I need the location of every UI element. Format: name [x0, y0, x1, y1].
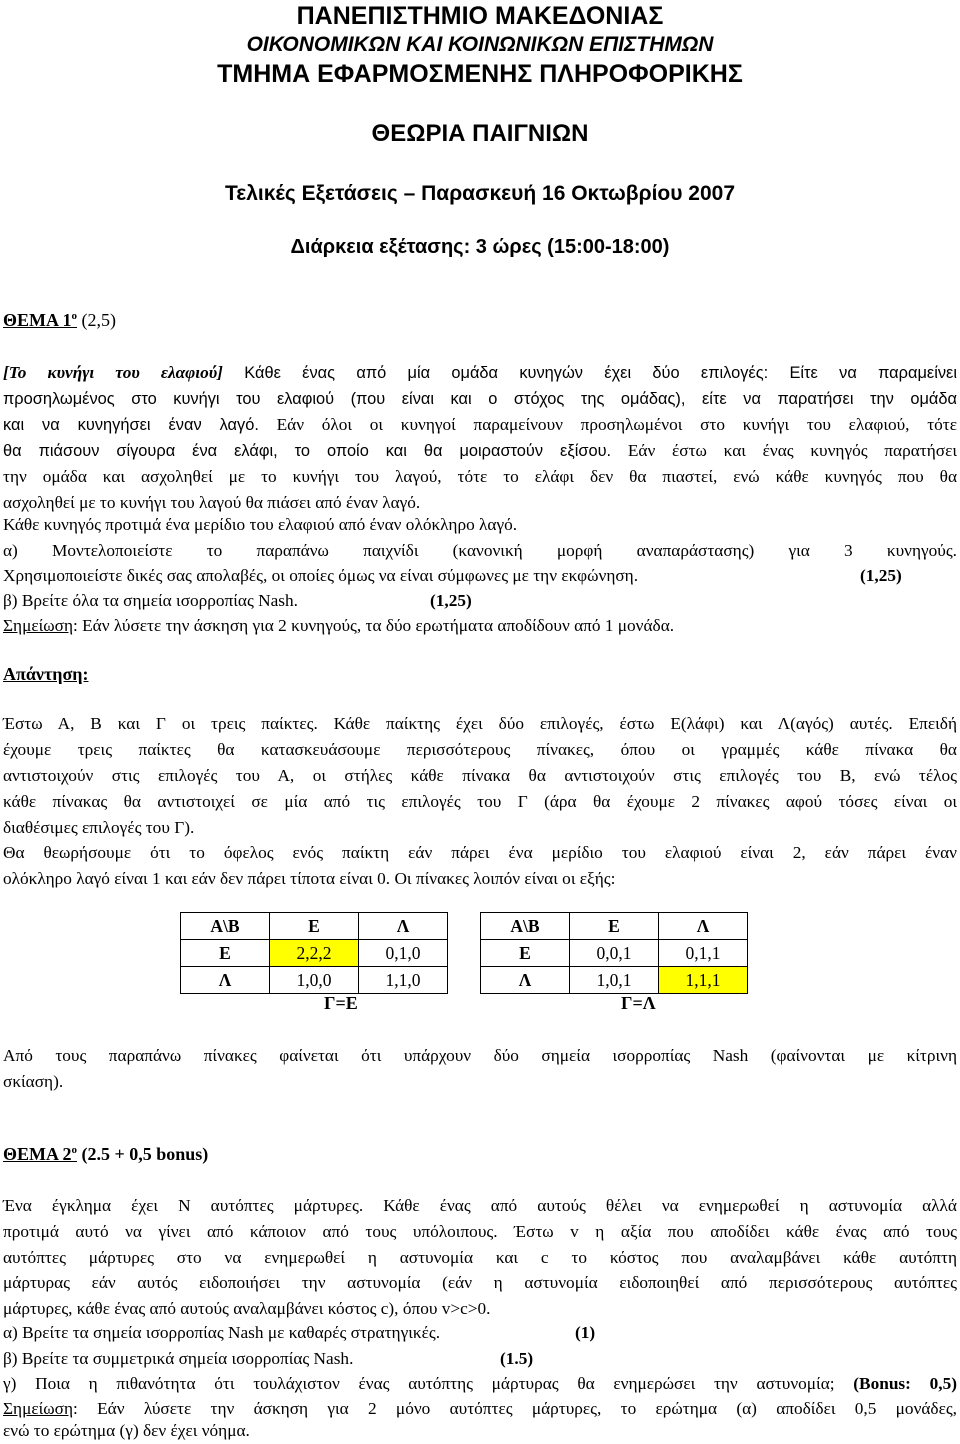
topic2-line-2: προτιμά αυτό να γίνει από κάποιον από τους υπόλοιπους. Έστω v η αξία που αποδίδει κάθε ένας από τους — [3, 1222, 957, 1241]
table-caption-g-e: Γ=Ε — [324, 993, 358, 1013]
conclusion-line-1: Από τους παραπάνω πίνακες φαίνεται ότι υπάρχουν δύο σημεία ισορροπίας Nash (φαίνονται με κίτρινη — [3, 1046, 957, 1065]
topic1-line-7: Κάθε κυνηγός προτιμά ένα μερίδιο του ελαφιού από έναν ολόκληρο λαγό. — [3, 515, 518, 534]
table-header-cell: Ε — [570, 913, 659, 940]
row-label-cell: Λ — [181, 967, 270, 994]
payoff-table-g-e — [180, 912, 448, 994]
conclusion-line-2: σκίαση). — [3, 1072, 64, 1091]
table-header-cell: Α\Β — [181, 913, 270, 940]
topic1-line-5: την ομάδα και ασχοληθεί με το κυνήγι του λαγού, τότε το ελάφι δεν θα πιαστεί, ενώ κάθε κυνηγός που θα — [3, 467, 957, 486]
topic1-note: Σημείωση: Εάν λύσετε την άσκηση για 2 κυνηγούς, τα δύο ερωτήματα αποδίδουν από 1 μονάδα. — [3, 616, 675, 635]
exam-duration: Διάρκεια εξέτασης: 3 ώρες (15:00-18:00) — [290, 236, 670, 258]
topic1-line-3: και να κυνηγήσει έναν λαγό. Εάν όλοι οι κυνηγοί παραμείνουν προσηλωμένοι στο κυνήγι του ελαφιού, τότε — [3, 415, 957, 434]
table-header-cell: Λ — [659, 913, 748, 940]
topic2-question-a: α) Βρείτε τα σημεία ισορροπίας Nash με καθαρές στρατηγικές. (1) — [3, 1323, 596, 1342]
topic2-line-1: Ένα έγκλημα έχει Ν αυτόπτες μάρτυρες. Κάθε ένας από αυτούς θέλει να ενημερωθεί η αστυνομία αλλά — [3, 1196, 957, 1215]
question-b: β) Βρείτε όλα τα σημεία ισορροπίας Nash. (1,25) — [3, 591, 472, 610]
topic2-line-3: αυτόπτες μάρτυρες στο να ενημερωθεί η αστυνομία και c το κόστος που αναλαμβάνει κάθε αυτόπτη — [3, 1248, 957, 1267]
payoff-cell: 0,1,1 — [659, 940, 748, 967]
answer-line-7: ολόκληρο λαγό είναι 1 και εάν δεν πάρει τίποτα είναι 0. Οι πίνακες λοιπόν είναι οι εξής: — [3, 869, 616, 888]
row-label-cell: Λ — [481, 967, 570, 994]
answer-line-3: αντιστοιχούν στις επιλογές του Α, οι στήλες κάθε πίνακα θα αντιστοιχούν στις επιλογές του Β, ενώ τέλος — [3, 766, 957, 785]
answer-heading: Απάντηση: — [3, 664, 89, 684]
topic1-line-6: ασχοληθεί με το κυνήγι του λαγού θα πιάσει από έναν λαγό. — [3, 493, 421, 512]
payoff-cell: 1,0,0 — [270, 967, 359, 994]
topic2-question-c: γ) Ποια η πιθανότητα ότι τουλάχιστον ένας αυτόπτης μάρτυρας θα ενημερώσει την αστυνομία; (Bonus: 0,5) — [3, 1374, 957, 1393]
table-header-cell: Α\Β — [481, 913, 570, 940]
payoff-cell: 0,0,1 — [570, 940, 659, 967]
topic2-line-4: μάρτυρας εάν αυτός ειδοποιήσει την αστυνομία (εάν η αστυνομία ειδοποιηθεί από περισσότερους αυτόπτες — [3, 1273, 957, 1292]
answer-line-6: Θα θεωρήσουμε ότι το όφελος ενός παίκτη εάν πάρει ένα μερίδιο του ελαφιού είναι 2, εάν πάρει έναν — [3, 843, 957, 862]
table-caption-g-l: Γ=Λ — [621, 993, 656, 1013]
table-row — [181, 967, 448, 994]
topic1-title: ΘΕΜΑ $1^o$ — [3, 310, 78, 330]
topic2-question-b: β) Βρείτε τα συμμετρικά σημεία ισορροπίας Nash. (1.5) — [3, 1349, 534, 1368]
topic1-line-1: [Το κυνήγι του ελαφιού] Κάθε ένας από μία ομάδα κυνηγών έχει δύο επιλογές: Είτε να παραμείνει — [3, 363, 957, 382]
topic2-heading — [3, 1141, 208, 1167]
topic2-title: ΘΕΜΑ $2^o$ — [3, 1144, 78, 1164]
topic2-line-5: μάρτυρες, κάθε ένας από αυτούς αναλαμβάνει κόστος c), όπου v>c>0. — [3, 1299, 491, 1318]
table-row — [181, 940, 448, 967]
exam-date: Τελικές Εξετάσεις – Παρασκευή 16 Οκτωβρίου 2007 — [224, 182, 736, 205]
answer-line-4: κάθε πίνακας θα αντιστοιχεί σε μία από τις επιλογές του Γ (άρα θα έχουμε 2 πίνακες αφού τόσες είναι οι — [3, 792, 957, 811]
answer-line-2: έχουμε τρεις παίκτες θα κατασκευάσουμε περισσότερους πίνακες, όπου οι γραμμές κάθε πίνακα θα — [3, 740, 957, 759]
topic1-points: (2,5) — [77, 310, 117, 330]
payoff-cell: 1,0,1 — [570, 967, 659, 994]
topic1-heading — [3, 307, 116, 333]
table-row — [481, 913, 748, 940]
table-row — [181, 913, 448, 940]
topic1-line-2: προσηλωμένος στο κυνήγι του ελαφιού (που είναι και ο στόχος της ομάδας), είτε να παρατήσει την ομάδα — [3, 390, 957, 408]
table-row — [481, 967, 748, 994]
university-title: ΠΑΝΕΠΙΣΤΗΜΙΟ ΜΑΚΕΔΟΝΙΑΣ — [296, 2, 664, 30]
table-header-cell: Ε — [270, 913, 359, 940]
table-header-cell: Λ — [359, 913, 448, 940]
nash-equilibrium-cell: 2,2,2 — [270, 940, 359, 967]
payoff-cell: 1,1,0 — [359, 967, 448, 994]
topic2-points: (2.5 + 0,5 bonus) — [77, 1144, 209, 1164]
topic1-line-4: θα πιάσουν σίγουρα ένα ελάφι, το οποίο και θα μοιραστούν εξίσου. Εάν έστω και ένας κυνηγός παρατήσει — [3, 441, 957, 460]
answer-line-1: Έστω Α, Β και Γ οι τρεις παίκτες. Κάθε παίκτης έχει δύο επιλογές, έστω Ε(λάφι) και Λ(αγός) αυτές. Επειδή — [3, 714, 957, 733]
topic2-note-line-1: Σημείωση: Εάν λύσετε την άσκηση για 2 μόνο αυτόπτες μάρτυρες, το ερώτημα (α) αποδίδει 0,5 μονάδες, — [3, 1399, 957, 1418]
row-label-cell: Ε — [181, 940, 270, 967]
row-label-cell: Ε — [481, 940, 570, 967]
course-title: ΘΕΩΡΙΑ ΠΑΙΓΝΙΩΝ — [371, 120, 589, 147]
payoff-table-g-l — [480, 912, 748, 994]
topic2-note-line-2: ενώ το ερώτημα (γ) δεν έχει νόημα. — [3, 1421, 250, 1440]
payoff-cell: 0,1,0 — [359, 940, 448, 967]
department-title: ΤΜΗΜΑ ΕΦΑΡΜΟΣΜΕΝΗΣ ΠΛΗΡΟΦΟΡΙΚΗΣ — [217, 60, 743, 88]
school-title: ΟΙΚΟΝΟΜΙΚΩΝ ΚΑΙ ΚΟΙΝΩΝΙΚΩΝ ΕΠΙΣΤΗΜΩΝ — [246, 33, 714, 56]
question-a-cont: Χρησιμοποιείστε δικές σας απολαβές, οι οποίες όμως να είναι σύμφωνες με την εκφώνηση. (1,25) — [3, 566, 902, 585]
question-a: α) Μοντελοποιείστε το παραπάνω παιχνίδι (κανονική μορφή αναπαράστασης) για 3 κυνηγούς. — [3, 541, 957, 560]
answer-line-5: διαθέσιμες επιλογές του Γ). — [3, 818, 195, 837]
table-row — [481, 940, 748, 967]
nash-equilibrium-cell: 1,1,1 — [659, 967, 748, 994]
